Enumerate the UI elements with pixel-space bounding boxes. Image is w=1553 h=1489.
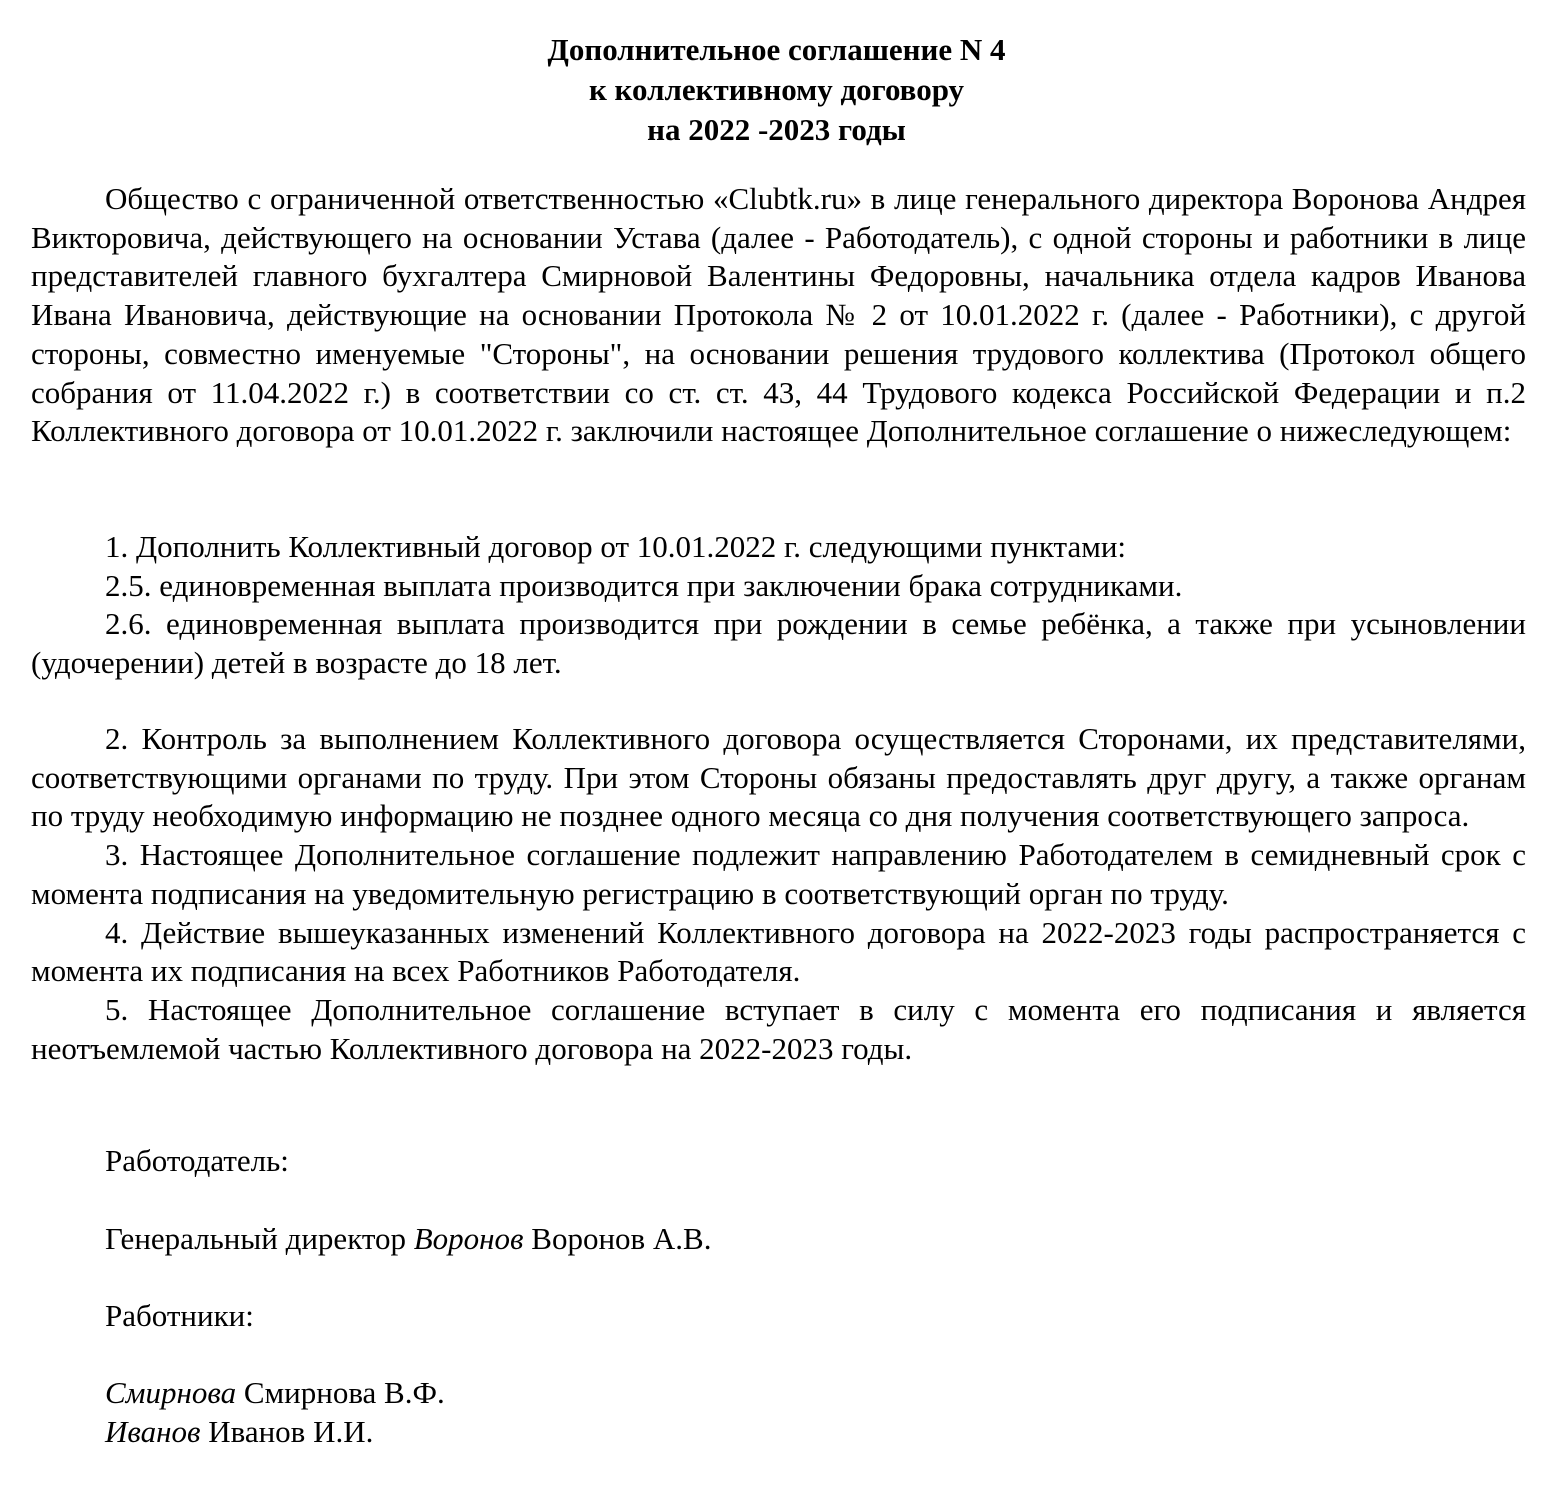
- clause-2-5: 2.5. единовременная выплата производится при заключении брака сотрудниками.: [105, 567, 1183, 603]
- clause-1-section: [31, 528, 1526, 683]
- director-name: Воронов А.В.: [531, 1221, 712, 1256]
- clause-3: 3. Настоящее Дополнительное соглашение подлежит направлению Работодателем в семидневный срок с момента подписания на уведомительную регистрацию в соответствующий орган по труду.: [31, 837, 1526, 911]
- title-line-2: к коллективному договору: [588, 72, 965, 107]
- employee-signatures: [31, 1374, 1526, 1451]
- employees-label: Работники:: [105, 1298, 254, 1333]
- clause-1: 1. Дополнить Коллективный договор от 10.01.2022 г. следующими пунктами:: [105, 529, 1127, 564]
- title-line-1: Дополнительное соглашение N 4: [547, 32, 1006, 67]
- director-signature-line: [31, 1220, 1526, 1259]
- intro-paragraph: Общество с ограниченной ответственностью «Clubtk.ru» в лице генерального директора Воронова Андрея Викторовича, действующего на основании Устава (далее - Работодатель), с одной стороны и работники в лице представителей главного бухгалтера Смирновой Валентины Федоровны, начальника отдела кадров Иванова Ивана Ивановича, действующие на основании Протокола № 2 от 10.01.2022 г. (далее - Работники), с другой стороны, совместно именуемые "Стороны", на основании решения трудового коллектива (Протокол общего собрания от 11.04.2022 г.) в соответствии со ст. ст. 43, 44 Трудового кодекса Российской Федерации и п.2 Коллективного договора от 10.01.2022 г. заключили настоящее Дополнительное соглашение о нижеследующем:: [31, 181, 1526, 449]
- employee-1-name: Смирнова В.Ф.: [243, 1375, 445, 1410]
- intro-section: [31, 180, 1526, 451]
- document-title: [0, 30, 1553, 150]
- clause-2: 2. Контроль за выполнением Коллективного договора осуществляется Сторонами, их представителями, соответствующими органами по труду. При этом Стороны обязаны предоставлять друг другу, а также органам по труду необходимую информацию не позднее одного месяца со дня получения соответствующего запроса.: [31, 721, 1526, 834]
- director-position: Генеральный директор: [105, 1221, 406, 1256]
- employees-label-line: [31, 1297, 1526, 1336]
- employee-2-name: Иванов И.И.: [208, 1413, 374, 1449]
- signatures-section: [31, 1142, 1526, 1181]
- clause-2-6: 2.6. единовременная выплата производится при рождении в семье ребёнка, а также при усыновлении (удочерении) детей в возрасте до 18 лет.: [31, 606, 1526, 681]
- title-line-3: на 2022 -2023 годы: [647, 112, 906, 147]
- employee-1-signature: Смирнова: [105, 1375, 237, 1410]
- clauses-2-5-section: [31, 720, 1526, 1068]
- clause-5: 5. Настоящее Дополнительное соглашение вступает в силу с момента его подписания и является неотъемлемой частью Коллективного договора на 2022-2023 годы.: [31, 991, 1526, 1066]
- employee-2-signature: Иванов: [105, 1413, 201, 1449]
- clause-4: 4. Действие вышеуказанных изменений Коллективного договора на 2022-2023 годы распространяется с момента их подписания на всех Работников Работодателя.: [31, 914, 1526, 989]
- director-signature: Воронов: [413, 1221, 524, 1256]
- employer-label: Работодатель:: [105, 1143, 289, 1178]
